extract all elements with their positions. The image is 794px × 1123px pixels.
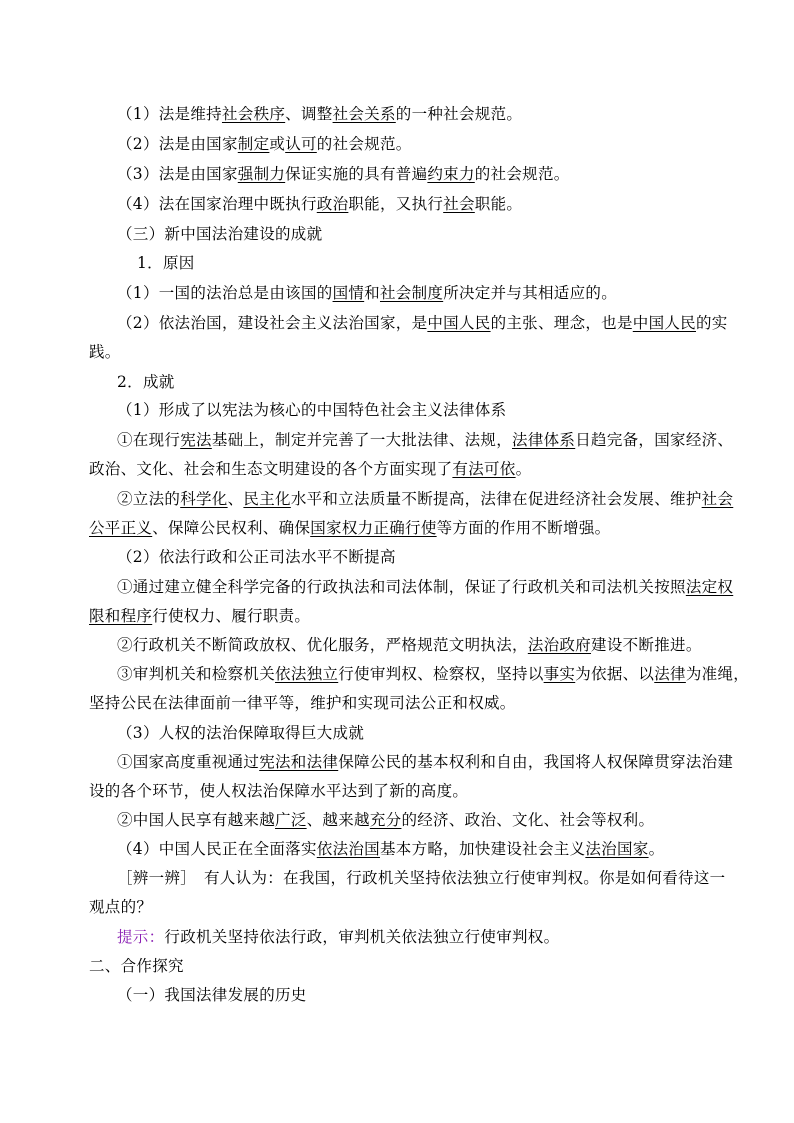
text-segment: 日趋完备，国家经济、 <box>575 431 734 449</box>
text-line <box>117 722 364 744</box>
text-line <box>117 163 570 185</box>
text-line <box>117 193 522 215</box>
text-segment: 为依据、以 <box>575 665 655 683</box>
underlined-keyword: 社会秩序 <box>221 105 286 123</box>
underlined-keyword: 民主化 <box>243 490 291 508</box>
text-segment: 的经济、政治、文化、社会等权利。 <box>401 811 655 829</box>
text-line <box>117 809 654 831</box>
text-segment: （1）一国的法治总是由该国的 <box>117 284 333 302</box>
text-segment: 、调整 <box>285 105 333 123</box>
underlined-keyword: 社会 <box>701 490 734 508</box>
text-segment: （2）依法行政和公正司法水平不断提高 <box>117 548 396 566</box>
underlined-keyword: 科学化 <box>180 490 228 508</box>
text-segment: 、越来越 <box>306 811 370 829</box>
text-line <box>89 780 468 802</box>
text-line <box>117 926 559 948</box>
underlined-keyword: 法律 <box>654 665 686 683</box>
text-segment: ［辨一辨］ 有人认为：在我国，行政机关坚持依法独立行使审判权。你是如何看待这一 <box>117 869 726 887</box>
text-line <box>117 546 396 568</box>
underlined-keyword: 社会关系 <box>332 105 396 123</box>
text-line <box>117 867 725 889</box>
text-line <box>117 282 617 304</box>
text-segment: （1）法是维持 <box>117 105 222 123</box>
underlined-keyword: 社会 <box>443 195 475 213</box>
underlined-keyword: 制定 <box>237 135 270 153</box>
text-segment: 职能，又执行 <box>348 195 444 213</box>
text-segment: ②立法的 <box>117 490 181 508</box>
text-line <box>117 838 664 860</box>
text-segment: 践。 <box>89 343 121 361</box>
text-line <box>89 896 152 918</box>
text-segment: 观点的？ <box>89 898 153 916</box>
text-segment: 保证实施的具有普遍 <box>285 165 428 183</box>
text-line <box>117 488 733 510</box>
text-segment: 1．原因 <box>137 254 195 272</box>
text-segment: ①国家高度重视通过 <box>117 753 260 771</box>
text-segment: 、 <box>227 490 244 508</box>
text-segment: 等方面的作用不断增强。 <box>436 519 611 537</box>
text-segment: ①在现行 <box>117 431 181 449</box>
text-segment: 行政机关坚持依法行政，审判机关依法独立行使审判权。 <box>164 928 560 946</box>
text-segment: 建设不断推进。 <box>591 636 702 654</box>
text-segment: 的实 <box>695 314 728 332</box>
text-segment: 。 <box>515 460 532 478</box>
text-segment: ②中国人民享有越来越 <box>117 811 276 829</box>
text-segment: （三）新中国法治建设的成就 <box>117 225 323 243</box>
text-segment: （2）依法治国，建设社会主义法治国家，是 <box>117 314 428 332</box>
underlined-keyword: 中国人民 <box>427 314 491 332</box>
underlined-keyword: 法定权 <box>685 578 734 596</box>
text-segment: 基础上，制定并完善了一大批法律、法规， <box>211 431 513 449</box>
underlined-keyword: 充分 <box>369 811 402 829</box>
underlined-keyword: 公平正义 <box>89 519 153 537</box>
text-segment: 政治、文化、社会和生态文明建设的各个方面实现了 <box>89 460 453 478</box>
text-line <box>89 955 184 977</box>
text-segment: 。 <box>648 840 665 858</box>
text-line <box>117 663 749 685</box>
text-segment: ②行政机关不断简政放权、优化服务，严格规范文明执法， <box>117 636 528 654</box>
underlined-keyword: 依法治国 <box>316 840 380 858</box>
underlined-keyword: 国家权力正确行使 <box>310 519 437 537</box>
text-segment: 水平和立法质量不断提高，法律在促进经济社会发展、维护 <box>290 490 702 508</box>
underlined-keyword: 约束力 <box>427 165 475 183</box>
text-segment: （3）法是由国家 <box>117 165 238 183</box>
text-segment: 的一种社会规范。 <box>395 105 523 123</box>
underlined-keyword: 宪法和法律 <box>259 753 339 771</box>
text-segment: （一）我国法律发展的历史 <box>117 986 307 1004</box>
underlined-keyword: 依法独立 <box>275 665 339 683</box>
text-line <box>117 634 702 656</box>
hint-label: 提示： <box>117 928 165 946</box>
underlined-keyword: 国情 <box>332 284 365 302</box>
underlined-keyword: 限和程序 <box>89 607 153 625</box>
underlined-keyword: 有法可依 <box>452 460 516 478</box>
text-segment: 的社会规范。 <box>316 135 412 153</box>
text-line <box>117 576 733 598</box>
text-segment: 职能。 <box>474 195 523 213</box>
text-segment: 所决定并与其相适应的。 <box>443 284 617 302</box>
text-line <box>117 103 522 125</box>
text-line <box>89 517 610 539</box>
underlined-keyword: 强制力 <box>237 165 286 183</box>
underlined-keyword: 认可 <box>285 135 317 153</box>
underlined-keyword: 事实 <box>543 665 576 683</box>
text-segment: 或 <box>269 135 286 153</box>
text-line <box>117 984 307 1006</box>
text-line <box>117 312 728 334</box>
text-segment: （4）法在国家治理中既执行 <box>117 195 317 213</box>
text-segment: （4）中国人民正在全面落实 <box>117 840 317 858</box>
text-segment: 二、合作探究 <box>89 957 184 975</box>
text-segment: 行使审判权、检察权，坚持以 <box>338 665 544 683</box>
text-line <box>89 692 516 714</box>
underlined-keyword: 法治国家 <box>585 840 649 858</box>
text-line <box>117 399 506 421</box>
text-line <box>117 133 412 155</box>
text-line <box>89 341 121 363</box>
text-line <box>117 429 733 451</box>
underlined-keyword: 宪法 <box>180 431 212 449</box>
underlined-keyword: 社会制度 <box>379 284 444 302</box>
text-segment: （1）形成了以宪法为核心的中国特色社会主义法律体系 <box>117 401 507 419</box>
underlined-keyword: 广泛 <box>275 811 307 829</box>
text-segment: 基本方略，加快建设社会主义 <box>379 840 586 858</box>
underlined-keyword: 法治政府 <box>527 636 592 654</box>
text-line <box>117 751 733 773</box>
text-segment: 、保障公民权利、确保 <box>152 519 311 537</box>
text-line <box>117 371 175 393</box>
underlined-keyword: 政治 <box>316 195 349 213</box>
text-segment: 为准绳， <box>685 665 750 683</box>
text-line <box>137 252 195 274</box>
underlined-keyword: 中国人民 <box>632 314 696 332</box>
text-segment: （2）法是由国家 <box>117 135 238 153</box>
text-line <box>117 223 322 245</box>
text-line <box>89 605 310 627</box>
text-segment: 保障公民的基本权利和自由，我国将人权保障贯穿法治建 <box>338 753 734 771</box>
text-segment: 和 <box>364 284 380 302</box>
text-segment: 的社会规范。 <box>474 165 570 183</box>
text-segment: （3）人权的法治保障取得巨大成就 <box>117 724 365 742</box>
text-segment: 的主张、理念，也是 <box>490 314 633 332</box>
text-segment: 行使权力、履行职责。 <box>152 607 311 625</box>
text-line <box>89 458 531 480</box>
text-segment: 坚持公民在法律面前一律平等，维护和实现司法公正和权威。 <box>89 694 516 712</box>
text-segment: ③审判机关和检察机关 <box>117 665 276 683</box>
text-segment: ①通过建立健全科学完备的行政执法和司法体制，保证了行政机关和司法机关按照 <box>117 578 686 596</box>
text-segment: 设的各个环节，使人权法治保障水平达到了新的高度。 <box>89 782 469 800</box>
underlined-keyword: 法律体系 <box>512 431 576 449</box>
text-segment: 2．成就 <box>117 373 175 391</box>
